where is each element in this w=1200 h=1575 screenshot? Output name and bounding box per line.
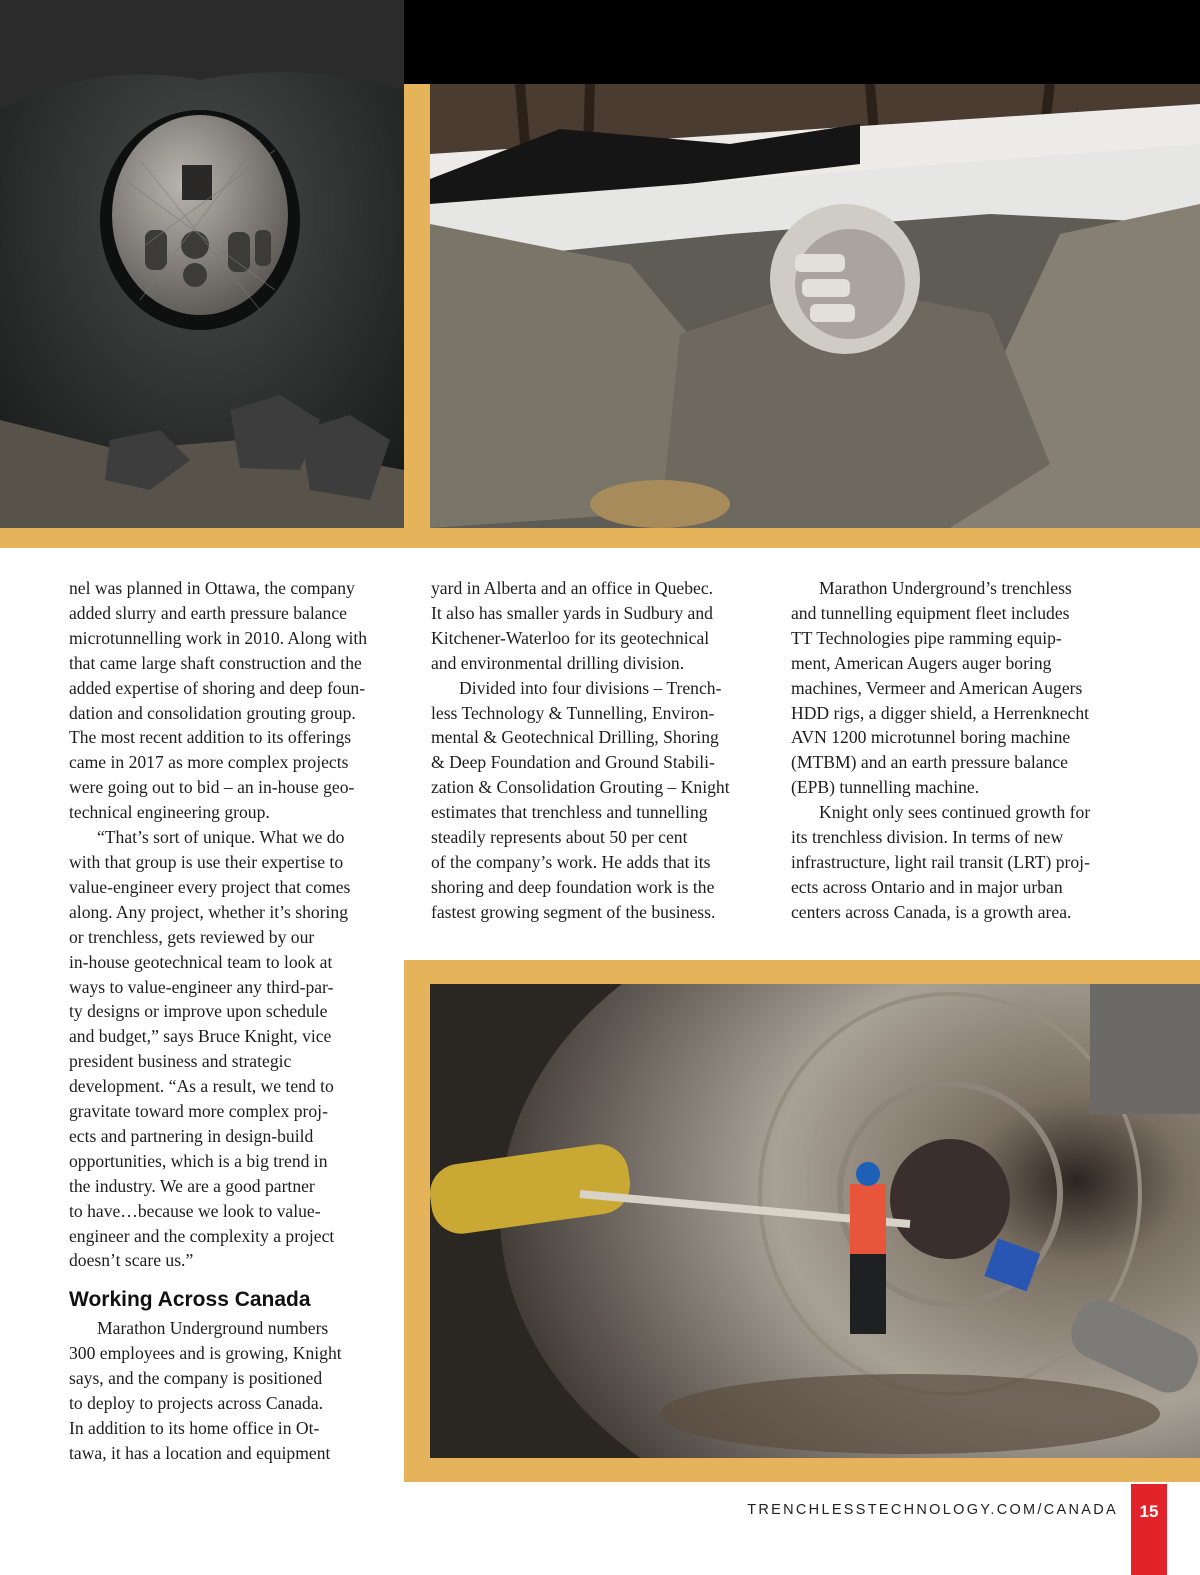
article-line: to have…because we look to value- [69,1200,321,1221]
article-line: steadily represents about 50 per cent [431,827,688,848]
article-line: fastest growing segment of the business. [431,901,716,922]
article-line: and tunnelling equipment fleet includes [791,602,1070,623]
article-line: in-house geotechnical team to look at [69,951,333,972]
article-line: along. Any project, whether it’s shoring [69,901,349,922]
gold-divider-strip [0,528,1200,548]
article-line: nel was planned in Ottawa, the company [69,578,355,598]
article-line: added slurry and earth pressure balance [69,602,347,623]
photo-worker-in-tunnel [430,984,1200,1458]
article-line: and environmental drilling division. [431,652,685,673]
article-line: dation and consolidation grouting group. [69,702,356,723]
article-line: says, and the company is positioned [69,1368,323,1389]
article-line: Marathon Underground numbers [97,1318,329,1339]
article-line: ment, American Augers auger boring [791,652,1052,673]
article-line: HDD rigs, a digger shield, a Herrenknecht [791,702,1090,723]
article-line: The most recent addition to its offerings [69,727,352,748]
article-line: added expertise of shoring and deep foun- [69,677,366,698]
article-line: 300 employees and is growing, Knight [69,1343,342,1364]
article-line: mental & Geotechnical Drilling, Shoring [431,727,719,748]
article-line: ects across Ontario and in major urban [791,876,1063,897]
page-number-badge [1131,1484,1167,1575]
footer-website-url: TRENCHLESSTECHNOLOGY.COM/CANADA [747,1502,1118,1518]
article-line: with that group is use their expertise to [69,851,344,872]
article-line: its trenchless division. In terms of new [791,827,1064,848]
article-line: doesn’t scare us.” [69,1250,194,1271]
article-line: and budget,” says Bruce Knight, vice [69,1026,332,1047]
article-line: president business and strategic [69,1051,292,1072]
header-black-bar [404,0,1200,84]
article-line: of the company’s work. He adds that its [431,851,711,872]
article-line: less Technology & Tunnelling, Environ- [431,702,715,723]
article-column-1 [69,576,409,1466]
article-line: infrastructure, light rail transit (LRT) proj- [791,851,1090,872]
article-line: machines, Vermeer and American Augers [791,677,1083,698]
article-line: (EPB) tunnelling machine. [791,777,980,798]
photo-cutterhead-in-rock [0,0,404,528]
article-line: ways to value-engineer any third-par- [69,976,334,997]
article-line: Kitchener-Waterloo for its geotechnical [431,627,710,648]
article-line: shoring and deep foundation work is the [431,876,715,897]
article-line: tawa, it has a location and equipment [69,1442,331,1463]
article-line: ects and partnering in design-build [69,1125,314,1146]
article-line: estimates that trenchless and tunnelling [431,802,708,823]
article-line: & Deep Foundation and Ground Stabili- [431,752,715,773]
article-line: In addition to its home office in Ot- [69,1418,320,1438]
article-line: Divided into four divisions – Trench- [459,677,722,698]
article-line: TT Technologies pipe ramming equip- [791,627,1062,648]
article-line: ty designs or improve upon schedule [69,1001,328,1022]
article-line: AVN 1200 microtunnel boring machine [791,727,1071,748]
article-line: yard in Alberta and an office in Quebec. [431,578,714,598]
article-line: opportunities, which is a big trend in [69,1150,328,1171]
article-line: Knight only sees continued growth for [819,802,1091,823]
article-line: It also has smaller yards in Sudbury and [431,602,713,623]
article-line: or trenchless, gets reviewed by our [69,926,315,947]
section-heading: Working Across Canada [69,1288,311,1312]
article-line: that came large shaft construction and the [69,652,362,673]
article-line: “That’s sort of unique. What we do [97,827,345,848]
article-column-2 [431,576,771,925]
article-line: the industry. We are a good partner [69,1175,315,1196]
article-line: (MTBM) and an earth pressure balance [791,752,1068,773]
article-column-3 [791,576,1136,925]
page-number: 15 [1139,1502,1159,1521]
article-line: Marathon Underground’s trenchless [819,578,1072,598]
article-line: engineer and the complexity a project [69,1225,335,1246]
article-line: centers across Canada, is a growth area. [791,901,1072,922]
article-line: microtunnelling work in 2010. Along with [69,627,368,648]
article-line: value-engineer every project that comes [69,876,351,897]
article-line: came in 2017 as more complex projects [69,752,349,773]
article-line: were going out to bid – an in-house geo- [69,777,355,798]
article-line: development. “As a result, we tend to [69,1076,334,1097]
article-line: technical engineering group. [69,802,270,823]
article-line: gravitate toward more complex proj- [69,1101,328,1122]
article-line: to deploy to projects across Canada. [69,1393,324,1414]
article-line: zation & Consolidation Grouting – Knight [431,777,730,798]
photo-cutterhead-in-trench [430,84,1200,528]
